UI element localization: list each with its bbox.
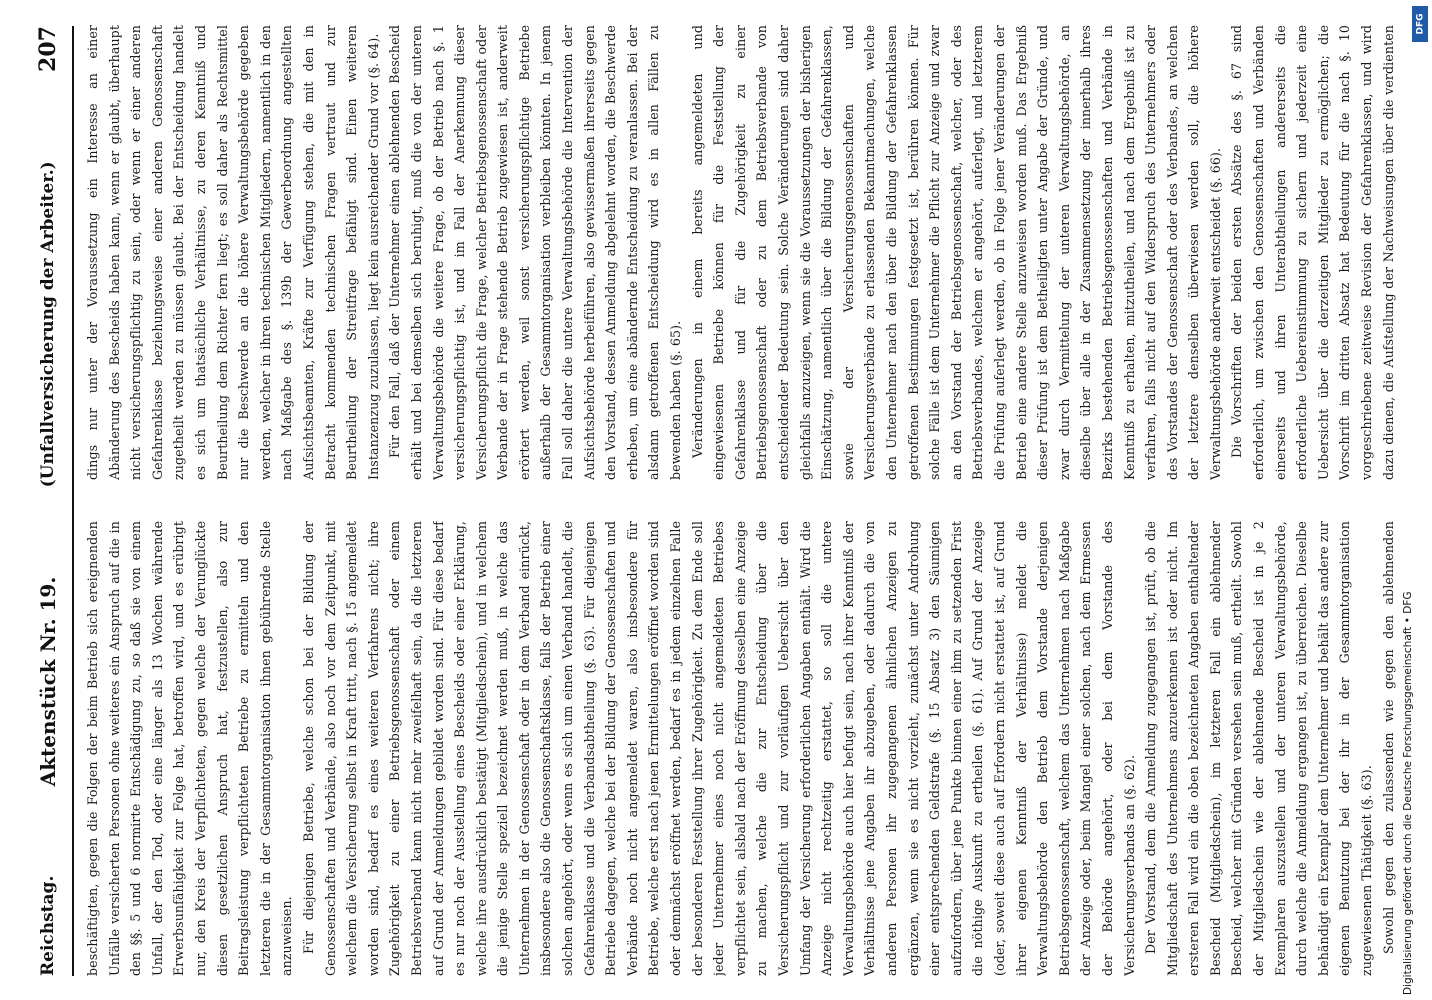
page-number: 207 (35, 26, 61, 72)
dfg-stamp-text: Digitalisierung gefördert durch die Deutsche Forschungsgemeinschaft • DFG (1402, 591, 1414, 995)
right-column (82, 25, 1402, 480)
header-title: Aktenstück Nr. 19. (36, 576, 60, 787)
right-paragraph-2: Für den Fall, daß der Unternehmer einen ablehnenden Bescheid erhält und bei demselben sich beruhigt, muß die von der unteren Verwaltungsbehörde die weitere Frage, ob der Betrieb nach §. 1 versicherungspflichtig ist, und im Fall der Anerkennung dieser Versicherungspflicht die Frage, welcher Betriebsgenossenschaft oder Verbande der in Frage stehende Betrieb zugewiesen ist, anderweit erörtert werden, weil sonst versicherungspflichtige Betriebe außerhalb der Gesammtorganisation verbleiben könnten. In jenem Fall soll daher die untere Verwaltungsbehörde die Intervention der Aufsichtsbehörde herbeiführen, also gewissermaßen ihrerseits gegen den Vorstand, dessen Anmeldung abgelehnt worden, die Beschwerde erheben, um eine abändernde Entscheidung zu veranlassen. Bei der alsdann getroffenen Entscheidung wird es in allen Fällen zu bewenden haben (§. 65). (387, 25, 684, 480)
left-paragraph-2: Für diejenigen Betriebe, welche schon bei der Bildung der Genossenschaften und Verbände, also noch vor dem Zeitpunkt, mit welchem die Versicherung selbst in Kraft tritt, nach §. 15 angemeldet worden sind, bedarf es eines weiteren Verfahrens nicht; ihre Zugehörigkeit zu einer Betriebsgenossenschaft oder einem Betriebsverband kann nicht mehr zweifelhaft sein, da die letzteren auf Grund der Anmeldungen gebildet worden sind. Für diese bedarf es nur noch der Ausstellung eines Bescheids oder einer Erklärung, welche ihre ausdrücklich bestätigt (Mitgliedschein), und in welchem die jenige Stelle speziell bezeichnet werden muß, in welche das Unternehmen in der Genossenschaft oder in dem Verband einrückt, insbesondere also die Genossenschaftsklasse, falls der Betrieb einer solchen angehört, oder wenn es sich um einen Verband handelt, die Gefahrenklasse und die Verbandsabtheilung (§. 63). Für diejenigen Betriebe dagegen, welche bei der Bildung der Genossenschaften und Verbände noch nicht angemeldet waren, also insbesondere für Betriebe, welche erst nach jenen Ermittelungen eröffnet worden sind oder demnächst eröffnet werden, bedarf es in jedem einzelnen Falle der besonderen Feststellung ihrer Zugehörigkeit. Zu dem Ende soll jeder Unternehmer eines noch nicht angemeldeten Betriebes verpflichtet sein, alsbald nach der Eröffnung desselben eine Anzeige zu machen, welche die zur Entscheidung über die Versicherungspflicht und zur vorläufigen Uebersicht über den Umfang der Versicherung erforderlichen Angaben enthält. Wird die Anzeige nicht rechtzeitig erstattet, so soll die untere Verwaltungsbehörde auch hier befugt sein, nach ihrer Kenntniß der Verhältnisse jene Angaben ihr abzugeben, oder dadurch die von anderen Personen ihr zugegangenen ähnlichen Anzeigen zu ergänzen, wenn sie es nicht vorzieht, zunächst unter Androhung einer entsprechenden Geldstrafe (§. 15 Absatz 3) den Säumigen aufzufordern, über jene Punkte binnen einer ihm zu setzenden Frist die nöthige Auskunft zu ertheilen (§. 61). Auf Grund der Anzeige (oder, soweit diese auch auf Erfordern nicht erstattet ist, auf Grund ihrer eigenen Kenntniß der Verhältnisse) meldet die Verwaltungsbehörde den Betrieb dem Vorstande derjenigen Betriebsgenossenschaft, welchem das Unternehmen nach Maßgabe der Anzeige oder, beim Mangel einer solchen, nach dem Ermessen der Behörde angehört, oder bei dem Vorstande des Versicherungsverbands an (§. 62). (300, 521, 1137, 976)
left-paragraph-3: Der Vorstand, dem die Anmeldung zugegangen ist, prüft, ob die Mitgliedschaft des Unternehmens anzuerkennen ist oder nicht. Im ersteren Fall wird ein die oben bezeichneten Angaben enthaltender Bescheid (Mitgliedschein), im letzteren Fall ein ablehnender Bescheid, welcher mit Gründen versehen sein muß, ertheilt. Sowohl der Mitgliedschein wie der ablehnende Bescheid ist in je 2 Exemplaren auszustellen und der unteren Verwaltungsbehörde, durch welche die Anmeldung ergangen ist, zu überreichen. Dieselbe behändigt ein Exemplar dem Unternehmer und behält das andere zur eigenen Benutzung bei der ihr in der Gesammtorganisation zugewiesenen Thätigkeit (§. 63). (1143, 521, 1375, 976)
header-rule (72, 26, 74, 976)
header-section: (Unfallversicherung der Arbeiter.) (38, 161, 58, 488)
dfg-logo-icon (1412, 6, 1428, 42)
right-paragraph-3: Veränderungen in einem bereits angemeldeten und eingewiesenen Betriebe können für die Feststellung der Gefahrenklasse und für die Zugehörigkeit zu einer Betriebsgenossenschaft oder zu dem Betriebsverbande von entscheidender Bedeutung sein. Solche Veränderungen sind daher gleichfalls anzuzeigen, wenn sie die Voraussetzungen der bisherigen Einschätzung, namentlich über die Bildung der Gefahrenklassen, sowie der Versicherungsgenossenschaften und Versicherungsverbände zu erlassenden Bekanntmachungen, welche den Unternehmer nach den über die Bildung der Gefahrenklassen getroffenen Bestimmungen festgesetzt ist, berühren können. Für solche Fälle ist dem Unternehmer die Pflicht zur Anzeige und zwar an den Vorstand der Betriebsgenossenschaft, welcher, oder des Betriebsverbandes, welchem er angehört, auferlegt, und letzterem die Prüfung auferlegt werden, ob in Folge jener Veränderungen der Betrieb eine andere Stelle anzuweisen worden muß. Das Ergebniß dieser Prüfung ist dem Betheiligten unter Angabe der Gründe, und zwar durch Vermittelung der unteren Verwaltungsbehörde, an dieselbe über alle in der Zusammensetzung der innerhalb ihres Bezirks bestehenden Betriebsgenossenschaften und Verbände in Kenntniß zu erhalten, mitzutheilen, und nach dem Ergebniß ist zu verfahren, falls nicht auf den Widerspruch des Unternehmers oder des Vorstandes der Genossenschaft oder des Verbandes, an welchen der letztere denselben überwiesen werden soll, die höhere Verwaltungsbehörde anderweit entscheidet (§. 66). (689, 25, 1223, 480)
page-header (28, 26, 68, 976)
header-left: Reichstag. (38, 875, 58, 976)
left-column (82, 521, 1402, 976)
left-paragraph-1: beschäftigten, gegen die Folgen der beim Betrieb sich ereignenden Unfälle versicherten Personen ohne weiteres ein Anspruch auf die in den §§. 5 und 6 normirte Entschädigung zu, so daß sie von einem Unfall, der den Tod, oder eine länger als 13 Wochen währende Erwerbsunfähigkeit zur Folge hat, betroffen wird, und es erübrigt nur, den Kreis der Verpflichteten, gegen welche der Verunglückte diesen gesetzlichen Anspruch hat, festzustellen, also zur Beitragsleistung verpflichteten Betriebe zu ermitteln und den letzteren die in der Gesammtorganisation ihnen gebührende Stelle anzuweisen. (85, 521, 295, 976)
left-paragraph-4: Sowohl gegen den zulassenden wie gegen den ablehnenden (1380, 521, 1396, 954)
dfg-logo-label: DFG (1415, 13, 1426, 35)
right-paragraph-4: Die Vorschriften der beiden ersten Absätze des §. 67 sind erforderlich, um zwischen den Genossenschaften und Verbänden einerseits und ihren Unterabtheilungen andererseits die erforderliche Uebereinstimmung zu sichern und jederzeit eine Uebersicht über die derzeitigen Mitglieder zu ermöglichen; die Vorschrift im dritten Absatz hat Bedeutung für die nach §. 10 vorgeschriebene zeitweise Revision der Gefahrenklassen, und wird dazu dienen, die Aufstellung der Nachweisungen über die verdienten (1229, 25, 1396, 480)
right-paragraph-1: dings nur unter der Voraussetzung ein Interesse an einer Abänderung des Bescheids haben kann, wenn er glaubt, überhaupt nicht versicherungspflichtig zu sein, oder wenn er einer anderen Gefahrenklasse beziehungsweise einer anderen Genossenschaft zugetheilt werden zu müssen glaubt. Bei der Entscheidung handelt es sich um thatsächliche Verhältnisse, zu deren Kenntniß und Beurtheilung dem Richter fern liegt; es soll daher als Rechtsmittel nur die Beschwerde an die höhere Verwaltungsbehörde gegeben werden, welcher in ihren technischen Mitgliedern, namentlich in den nach Maßgabe des §. 139b der Gewerbeordnung angestellten Aufsichtsbeamten, Kräfte zur Verfügung stehen, die mit den in Betracht kommenden technischen Fragen vertraut und zur Beurtheilung der Streitfrage befähigt sind. Einen weiteren Instanzenzug zuzulassen, liegt kein ausreichender Grund vor (§. 64). (85, 25, 381, 480)
